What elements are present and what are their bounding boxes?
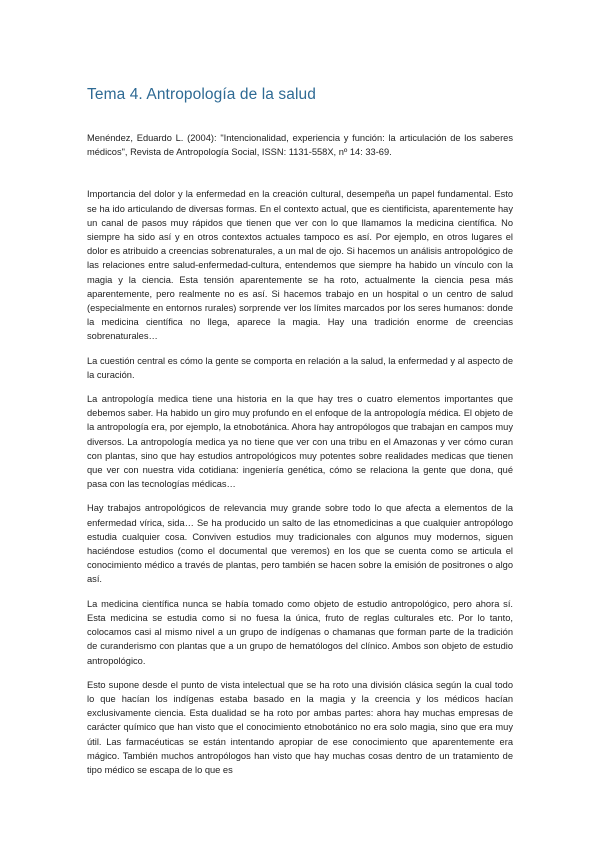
- paragraph: Esto supone desde el punto de vista intelectual que se ha roto una división clásica según la cual todo lo que hacían los indígenas estaba basado en la magia y la creencia y los médicos hacían exclusivamente ciencia. Esta dualidad se ha roto por ambas partes: ahora hay muchas empresas de carácter químico que han visto que el conocimiento etnobotánico no era solo magia, sino que era muy útil. Las farmacéuticas se están intentando apropiar de ese conocimiento que aparentemente era mágico. También muchos antropólogos han visto que hay muchas cosas dentro de un tratamiento de tipo médico se escapa de lo que es: [87, 679, 513, 775]
- document-body: [87, 187, 513, 777]
- paragraph: Importancia del dolor y la enfermedad en la creación cultural, desempeña un papel fundamental. Esto se ha ido articulando de diversas formas. En el contexto actual, que es cientificista, aparentemente hay un canal de pasos muy rápidos que tienen que ver con lo que llamamos la medicina científica. No siempre ha sido así y en otros contextos actuales tampoco es así. Por ejemplo, en otros lugares el dolor es atribuido a creencias sobrenaturales, a un mal de ojo. Si hacemos un análisis antropológico de las relaciones entre salud-enfermedad-cultura, entendemos que siempre ha habido un vínculo con la magia y la ciencia. Esta tensión aparentemente se ha roto, actualmente la ciencia pesa más aparentemente, pero realmente no es así. Si hacemos trabajo en un hospital o un centro de salud (especialmente en entornos rurales) sorprende ver los límites marcados por los seres humanos: donde la medicina científica no llega, aparece la magia. Hay una tradición enorme de creencias sobrenaturales…: [87, 189, 513, 342]
- paragraph: La cuestión central es cómo la gente se comporta en relación a la salud, la enfermedad y al aspecto de la curación.: [87, 355, 513, 380]
- paragraph: Hay trabajos antropológicos de relevancia muy grande sobre todo lo que afecta a elementos de la enfermedad vírica, sida… Se ha producido un salto de las etnomedicinas a que cualquier antropólogo estudia cualquier cosa. Conviven estudios muy tradicionales con algunos muy modernos, siguen haciéndose estudios (como el documental que veremos) en los que se cuenta como se articula el conocimiento médico a través de plantas, pero también se hacen sobre la emisión de positrones o algo así.: [87, 503, 513, 585]
- page-title: Tema 4. Antropología de la salud: [87, 86, 316, 103]
- bibliographic-reference: Menéndez, Eduardo L. (2004): "Intencionalidad, experiencia y función: la articulación de los saberes médicos", Revista de Antropología Social, ISSN: 1131-558X, nº 14: 33-69.: [87, 133, 513, 158]
- paragraph: La medicina científica nunca se había tomado como objeto de estudio antropológico, pero ahora sí. Esta medicina se estudia como si no fuesa la única, fruto de reglas culturales etc. Por lo tanto, colocamos casi al mismo nivel a un grupo de indígenas o chamanas que forman parte de la tradición de curanderismo con plantas que a un grupo de hematólogos del clínico. Ambos son objeto de estudio antropológico.: [87, 598, 513, 666]
- paragraph: La antropología medica tiene una historia en la que hay tres o cuatro elementos importantes que debemos saber. Ha habido un giro muy profundo en el enfoque de la antropología médica. El objeto de la antropología era, por ejemplo, la etnobotánica. Ahora hay antropólogos que trabajan en campos muy diversos. La antropología medica ya no tiene que ver con una tribu en el Amazonas y ver cómo curan con plantas, sino que hay estudios antropológicos muy potentes sobre realidades medicas que tienen que ver con nuestra vida cotidiana: ingeniería genética, cómo se relaciona la gente que dona, qué pasa con las tecnologías médicas…: [87, 394, 513, 490]
